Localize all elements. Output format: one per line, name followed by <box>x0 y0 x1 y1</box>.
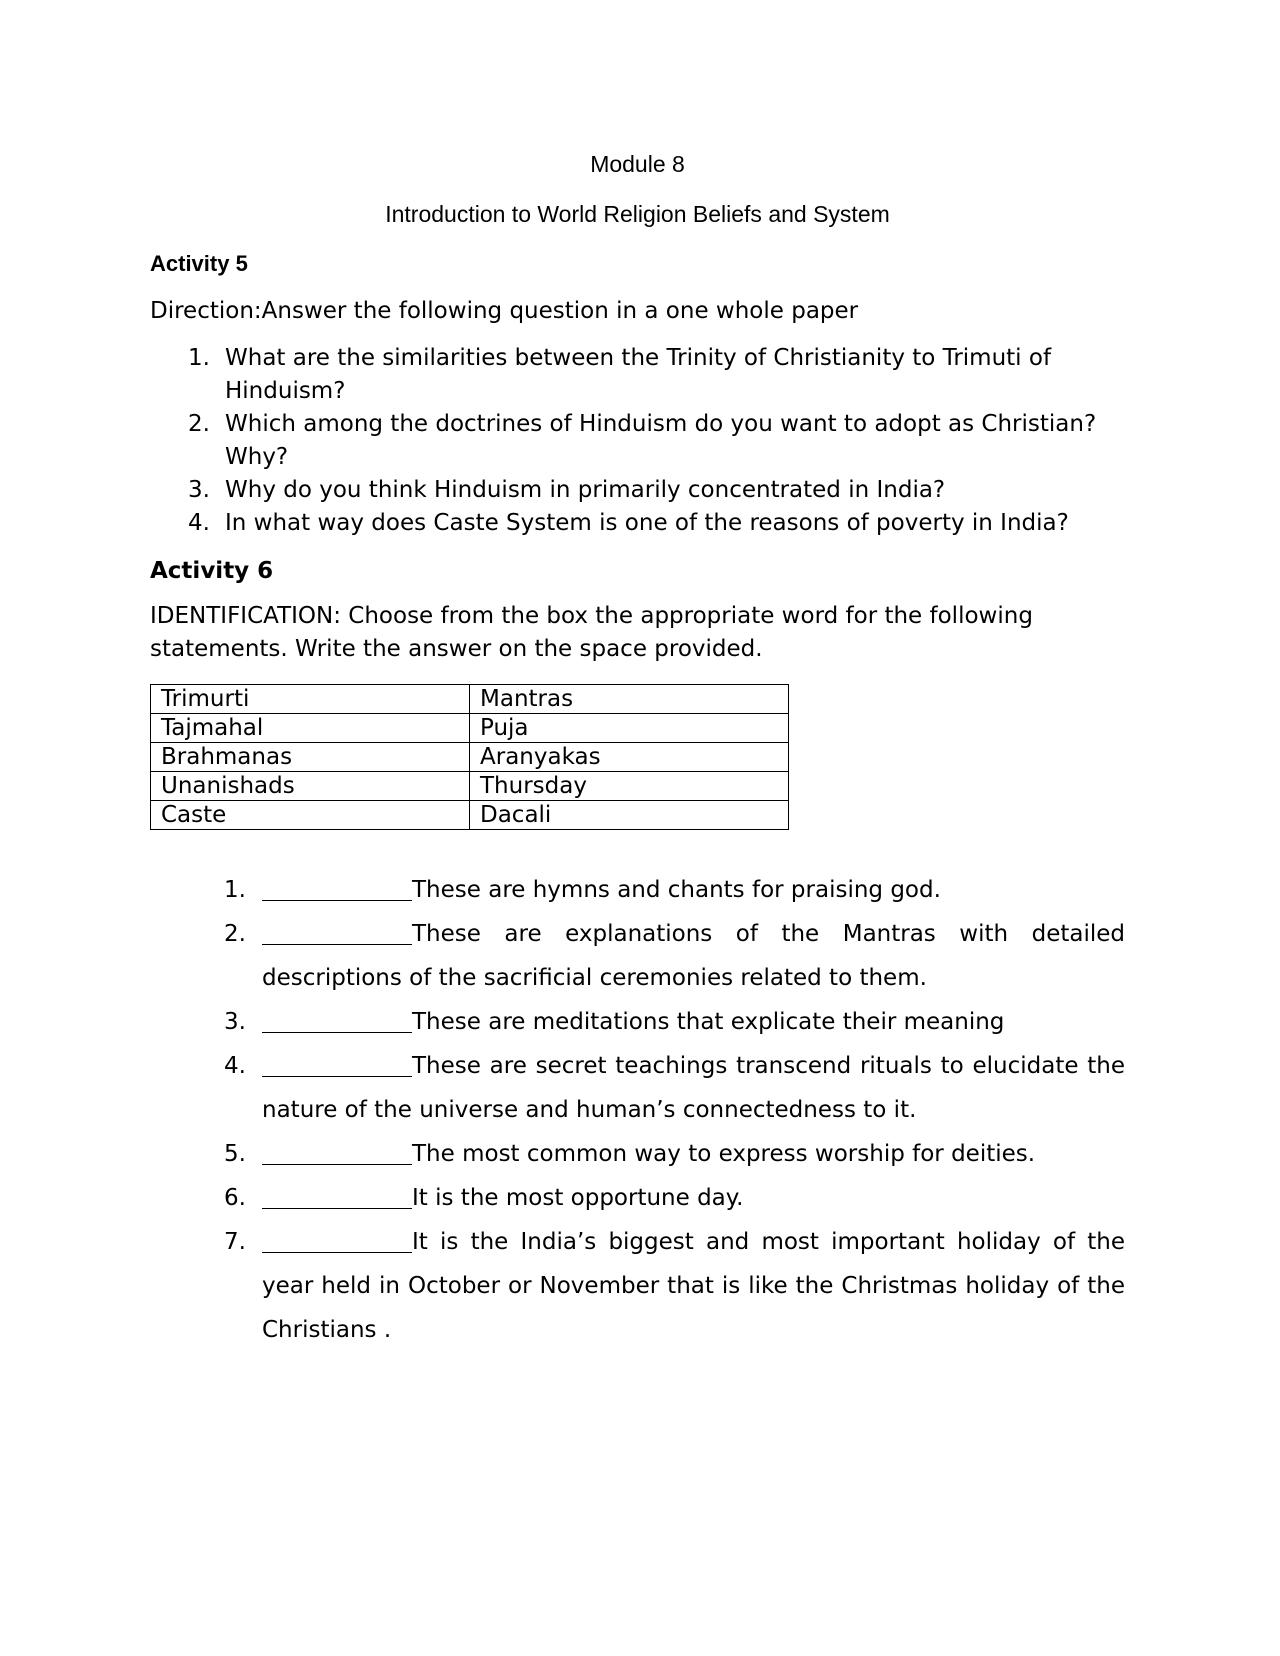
document-page <box>150 150 1125 1352</box>
word-box-table <box>150 684 789 830</box>
answer-blank[interactable] <box>262 1010 412 1033</box>
activity-5-question-list <box>150 342 1125 540</box>
question-text: In what way does Caste System is one of the reasons of poverty in India? <box>225 510 1069 536</box>
item-number: 1. <box>224 877 246 903</box>
word-box-cell: Unanishads <box>151 772 470 801</box>
item-text: These are explanations of the Mantras with detailed descriptions of the sacrificial ceremonies related to them. <box>262 921 1125 991</box>
item-number: 7. <box>224 1229 246 1255</box>
item-text: These are meditations that explicate their meaning <box>412 1009 1005 1035</box>
word-box-cell: Mantras <box>470 685 789 714</box>
question-item <box>150 408 1125 474</box>
answer-blank[interactable] <box>262 1230 412 1253</box>
activity-5-direction: Direction:Answer the following question in a one whole paper <box>150 298 859 324</box>
item-number: 4. <box>224 1053 246 1079</box>
word-box-cell: Tajmahal <box>151 714 470 743</box>
question-number: 3. <box>188 477 210 503</box>
item-text: These are hymns and chants for praising god. <box>412 877 941 903</box>
question-text: Why do you think Hinduism in primarily concentrated in India? <box>225 477 946 503</box>
identification-item <box>150 1044 1125 1132</box>
activity-6-heading: Activity 6 <box>150 558 274 584</box>
activity-6-item-list <box>150 868 1125 1352</box>
word-box-cell: Trimurti <box>151 685 470 714</box>
item-number: 2. <box>224 921 246 947</box>
identification-item <box>150 1000 1125 1044</box>
item-number: 5. <box>224 1141 246 1167</box>
answer-blank[interactable] <box>262 922 412 945</box>
question-text: What are the similarities between the Trinity of Christianity to Trimuti of Hinduism? <box>225 345 1052 404</box>
item-number: 3. <box>224 1009 246 1035</box>
question-item <box>150 474 1125 507</box>
answer-blank[interactable] <box>262 1186 412 1209</box>
identification-item <box>150 1176 1125 1220</box>
question-number: 2. <box>188 411 210 437</box>
identification-item <box>150 868 1125 912</box>
question-item <box>150 507 1125 540</box>
answer-blank[interactable] <box>262 1142 412 1165</box>
question-text: Which among the doctrines of Hinduism do you want to adopt as Christian? Why? <box>225 411 1097 470</box>
identification-item <box>150 1132 1125 1176</box>
word-box-row <box>151 801 789 830</box>
activity-5-heading: Activity 5 <box>150 251 248 276</box>
word-box-cell: Thursday <box>470 772 789 801</box>
answer-blank[interactable] <box>262 1054 412 1077</box>
answer-blank[interactable] <box>262 878 412 901</box>
item-text: The most common way to express worship for deities. <box>412 1141 1036 1167</box>
word-box-row <box>151 685 789 714</box>
word-box-row <box>151 714 789 743</box>
word-box-cell: Caste <box>151 801 470 830</box>
item-text: It is the India’s biggest and most important holiday of the year held in October or November that is like the Christmas holiday of the Christians . <box>262 1229 1125 1343</box>
question-number: 4. <box>188 510 210 536</box>
word-box-row <box>151 772 789 801</box>
item-text: It is the most opportune day. <box>412 1185 744 1211</box>
word-box-cell: Dacali <box>470 801 789 830</box>
word-box-cell: Aranyakas <box>470 743 789 772</box>
identification-item <box>150 912 1125 1000</box>
word-box-cell: Puja <box>470 714 789 743</box>
item-number: 6. <box>224 1185 246 1211</box>
word-box-cell: Brahmanas <box>151 743 470 772</box>
question-number: 1. <box>188 345 210 371</box>
module-title: Module 8 <box>590 151 685 177</box>
identification-item <box>150 1220 1125 1352</box>
question-item <box>150 342 1125 408</box>
activity-6-instructions: IDENTIFICATION: Choose from the box the appropriate word for the following statements. Write the answer on the space provided. <box>150 603 1033 662</box>
word-box-row <box>151 743 789 772</box>
item-text: These are secret teachings transcend rituals to elucidate the nature of the universe and human’s connectedness to it. <box>262 1053 1125 1123</box>
module-subtitle: Introduction to World Religion Beliefs and System <box>385 201 890 227</box>
